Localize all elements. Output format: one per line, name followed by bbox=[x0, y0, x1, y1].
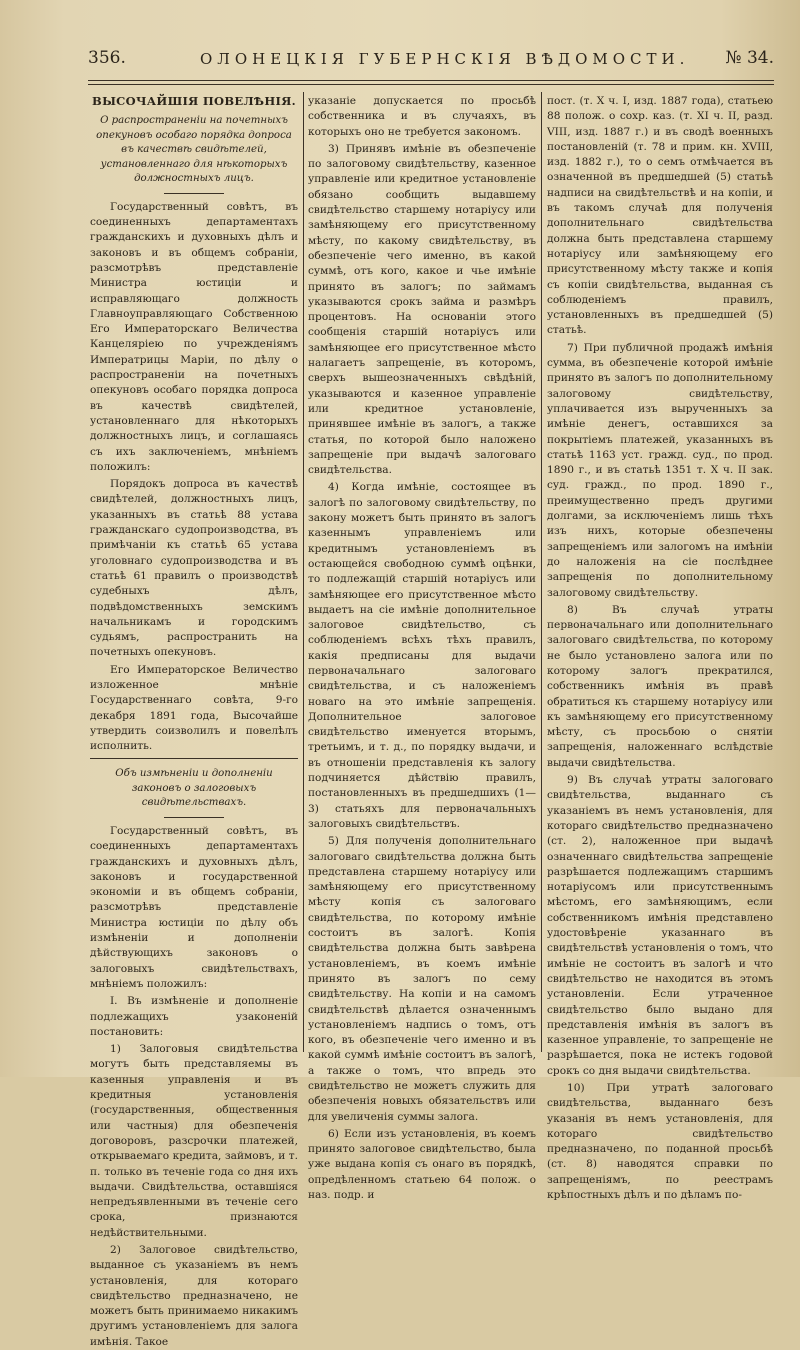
paragraph: I. Въ измѣненіе и дополненіе подлежащихъ узаконеній постановить: bbox=[90, 995, 298, 1038]
section-divider bbox=[90, 758, 298, 759]
issue-number: № 34. bbox=[725, 48, 774, 68]
paragraph: Государственный совѣтъ, въ соединенныхъ департаментахъ гражданскихъ и духовныхъ дѣлъ, законовъ и государственной экономіи и въ общемъ собраніи, разсмотрѣвъ представленіе Министра юстиціи по дѣлу объ измѣненіи и дополненіи дѣйствующихъ законовъ о залоговыхъ свидѣтельствахъ, мнѣніемъ положилъ: bbox=[90, 824, 298, 990]
paragraph: 5) Для полученія дополнительнаго залоговаго свидѣтельства должна быть представлена старшему нотаріусу или замѣняющему его присутственному мѣсту копія съ залоговаго свидѣтельства, по которому имѣніе состоитъ въ залогѣ. Копія свидѣтельства должна быть завѣрена установленіемъ, въ коемъ имѣніе принято въ залогъ по сему свидѣтельству. На копіи и на самомъ свидѣтельствѣ дѣлается означеннымъ установленіемъ надпись о томъ, отъ кого, въ обезпеченіе чего именно и въ какой суммѣ имѣніе состоитъ въ залогѣ, а также о томъ, что впредь это свидѣтельство не можетъ служить для обезпеченія новыхъ обязательствъ или для увеличенія суммы залога. bbox=[308, 835, 536, 1123]
column-divider-2 bbox=[541, 92, 542, 1052]
paragraph: 10) При утратѣ залоговаго свидѣтельства, выданнаго безъ указанія въ немъ установленія, для котораго свидѣтельство предназначено, по поданной просьбѣ (ст. 8) наводятся справки по запрещеніямъ, по реестрамъ крѣпостныхъ дѣлъ и по дѣламъ по- bbox=[547, 1082, 773, 1202]
column-1 bbox=[90, 94, 298, 1348]
paragraph: 9) Въ случаѣ утраты залоговаго свидѣтельства, выданнаго съ указаніемъ въ немъ установленія, для котораго свидѣтельство предназначено (ст. 2), наложенное при выдачѣ означеннаго свидѣтельства запрещеніе разрѣшается подлежащимъ старшимъ нотаріусомъ или присутственнымъ мѣстомъ, его замѣняющимъ, если собственникомъ имѣнія представлено удостовѣреніе указаннаго въ свидѣтельствѣ установленія о томъ, что имѣніе не состоитъ въ залогѣ и что свидѣтельство не находится въ этомъ установленіи. Если утраченное свидѣтельство было выдано для представленія имѣнія въ залогъ въ казенное управленіе, то запрещеніе не разрѣшается, пока не истекъ годовой срокъ со дня выдачи свидѣтельства. bbox=[547, 774, 773, 1077]
paragraph: 6) Если изъ установленія, въ коемъ принято залоговое свидѣтельство, была уже выдана копія съ онаго въ порядкѣ, опредѣленномъ статьею 64 полож. о наз. подр. и bbox=[308, 1127, 536, 1202]
column-2 bbox=[308, 94, 536, 1202]
column-divider-1 bbox=[303, 92, 304, 1052]
short-divider bbox=[164, 817, 224, 818]
paragraph: 7) При публичной продажѣ имѣнія сумма, въ обезпеченіе которой имѣніе принято въ залогъ по дополнительному залоговому свидѣтельству, уплачивается изъ вырученныхъ за имѣніе денегъ, оставшихся за покрытіемъ платежей, указанныхъ въ статьѣ 1163 уст. гражд. суд., по прод. 1890 г., и въ статьѣ 1351 т. X ч. II зак. суд. гражд., по прод. 1890 г., преимущественно предъ другими долгами, за исключеніемъ лишь тѣхъ изъ нихъ, которые обезпечены запрещеніемъ или залогомъ на имѣніи до наложенія на сіе послѣднее запрещенія по дополнительному залоговому свидѣтельству. bbox=[547, 341, 773, 599]
paragraph: 1) Залоговыя свидѣтельства могутъ быть представляемы въ казенныя управленія и въ кредитныя установленія (государственныя, общественныя или частныя) для обезпеченія договоровъ, разсрочки платежей, открываемаго кредита, займовъ, и т. п. только въ теченіе года со дня ихъ выдачи. Свидѣтельства, оставшіяся непредъявленными въ теченіе сего срока, признаются недѣйствительными. bbox=[90, 1043, 298, 1239]
paragraph: Порядокъ допроса въ качествѣ свидѣтелей, должностныхъ лицъ, указанныхъ въ статьѣ 88 устава гражданскаго судопроизводства, въ примѣчаніи къ статьѣ 65 устава уголовнаго судопроизводства и въ статьѣ 61 правилъ о производствѣ судебныхъ дѣлъ, подвѣдомственныхъ земскимъ начальникамъ и городскимъ судьямъ, распространить на почетныхъ опекуновъ. bbox=[90, 478, 298, 659]
column-3 bbox=[547, 94, 773, 1202]
page-number: 356. bbox=[88, 48, 126, 68]
paragraph: Его Императорское Величество изложенное мнѣніе Государственнаго совѣта, 9-го декабря 1891 года, Высочайше утвердить соизволилъ и повелѣлъ исполнить. bbox=[90, 663, 298, 753]
paragraph: 4) Когда имѣніе, состоящее въ залогѣ по залоговому свидѣтельству, по закону можетъ быть принято въ залогъ казеннымъ управленіемъ или кредитнымъ установленіемъ въ остающейся свободною суммѣ оцѣнки, то подлежащій старшій нотаріусъ или замѣняющее его присутственное мѣсто выдаетъ на сіе имѣніе дополнительное залоговое свидѣтельство, съ соблюденіемъ всѣхъ тѣхъ правилъ, какія предписаны для выдачи первоначальнаго залоговаго свидѣтельства, и съ наложеніемъ новаго на это имѣніе запрещенія. Дополнительное залоговое свидѣтельство именуется вторымъ, третьимъ, и т. д., по порядку выдачи, и въ отношеніи представленія къ залогу подчиняется дѣйствію правилъ, постановленныхъ въ предшедшихъ (1—3) статьяхъ для первоначальныхъ залоговыхъ свидѣтельствъ. bbox=[308, 481, 536, 830]
newspaper-title: ОЛОНЕЦКІЯ ГУБЕРНСКІЯ ВѢДОМОСТИ. bbox=[200, 50, 690, 68]
decree-title-2: Объ измѣненіи и дополненіи законовъ о залоговыхъ свидѣтельствахъ. bbox=[115, 768, 273, 809]
header-rule-bottom bbox=[88, 84, 774, 85]
page-header bbox=[88, 44, 774, 74]
paragraph: Государственный совѣтъ, въ соединенныхъ департаментахъ гражданскихъ и духовныхъ дѣлъ и законовъ и въ общемъ собраніи, разсмотрѣвъ представленіе Министра юстиціи и исправляющаго должность Главноуправляющаго Собственною Его Императорскаго Величества Канцеляріею по учрежденіямъ Императрицы Маріи, по дѣлу о распространеніи на почетныхъ опекуновъ особаго порядка допроса въ качествѣ свидѣтелей, установленнаго для нѣкоторыхъ должностныхъ лицъ, и соглашаясь съ ихъ заключеніемъ, мнѣніемъ положилъ: bbox=[90, 200, 298, 473]
paragraph: 2) Залоговое свидѣтельство, выданное съ указаніемъ въ немъ установленія, для котораго свидѣтельство предназначено, не можетъ быть принимаемо никакимъ другимъ установленіемъ для залога имѣнія. Такое bbox=[90, 1244, 298, 1348]
paragraph: 8) Въ случаѣ утраты первоначальнаго или дополнительнаго залоговаго свидѣтельства, по которому не было установлено залога или по которому залогъ прекратился, собственникъ имѣнія въ правѣ обратиться къ старшему нотаріусу или къ замѣняющему его присутственному мѣсту, съ просьбою о снятіи запрещенія, наложеннаго вслѣдствіе выдачи свидѣтельства. bbox=[547, 603, 773, 769]
section-heading: ВЫСОЧАЙШІЯ ПОВЕЛѢНІЯ. bbox=[92, 94, 296, 108]
short-divider bbox=[164, 193, 224, 194]
paragraph: 3) Принявъ имѣніе въ обезпеченіе по залоговому свидѣтельству, казенное управленіе или кредитное установленіе обязано сообщить выдавшему свидѣтельство старшему нотаріусу или замѣняющему его присутственному мѣсту, по какому свидѣтельству, въ обезпеченіе чего именно, въ какой суммѣ, отъ кого, какое и чье имѣніе принято въ залогъ; по займамъ указываются срокъ займа и размѣръ процентовъ. На основаніи этого сообщенія старшій нотаріусъ или замѣняющее его присутственное мѣсто налагаетъ запрещеніе, въ которомъ, сверхъ вышеозначенныхъ свѣдѣній, указываются и казенное управленіе или кредитное установленіе, принявшее имѣніе въ залогъ, а также статья, по которой было наложено запрещеніе при выдачѣ залоговаго свидѣтельства. bbox=[308, 142, 536, 477]
header-rule-top bbox=[88, 80, 774, 81]
decree-title-1: О распространеніи на почетныхъ опекуновъ особаго порядка допроса въ качествѣ свидѣтелей, установленнаго для нѣкоторыхъ должностныхъ лицъ. bbox=[96, 115, 292, 185]
paragraph: пост. (т. X ч. I, изд. 1887 года), статьею 88 полож. о сохр. каз. (т. XI ч. II, разд. VIII, изд. 1887 г.) и въ сводѣ военныхъ постановленій (т. 78 и прим. кн. XVIII, изд. 1882 г.), то о семъ отмѣчается въ означенной въ предшедшей (5) статьѣ надписи на свидѣтельствѣ и на копіи, и въ такомъ случаѣ для полученія дополнительнаго свидѣтельства должна быть представлена старшему нотаріусу или замѣняющему его присутственному мѣсту также и копія съ копіи свидѣтельства, выданная съ соблюденіемъ правилъ, установленныхъ въ предшедшей (5) статьѣ. bbox=[547, 95, 773, 337]
paragraph: указаніе допускается по просьбѣ собственника и въ случаяхъ, въ которыхъ оно не требуется закономъ. bbox=[308, 95, 536, 138]
